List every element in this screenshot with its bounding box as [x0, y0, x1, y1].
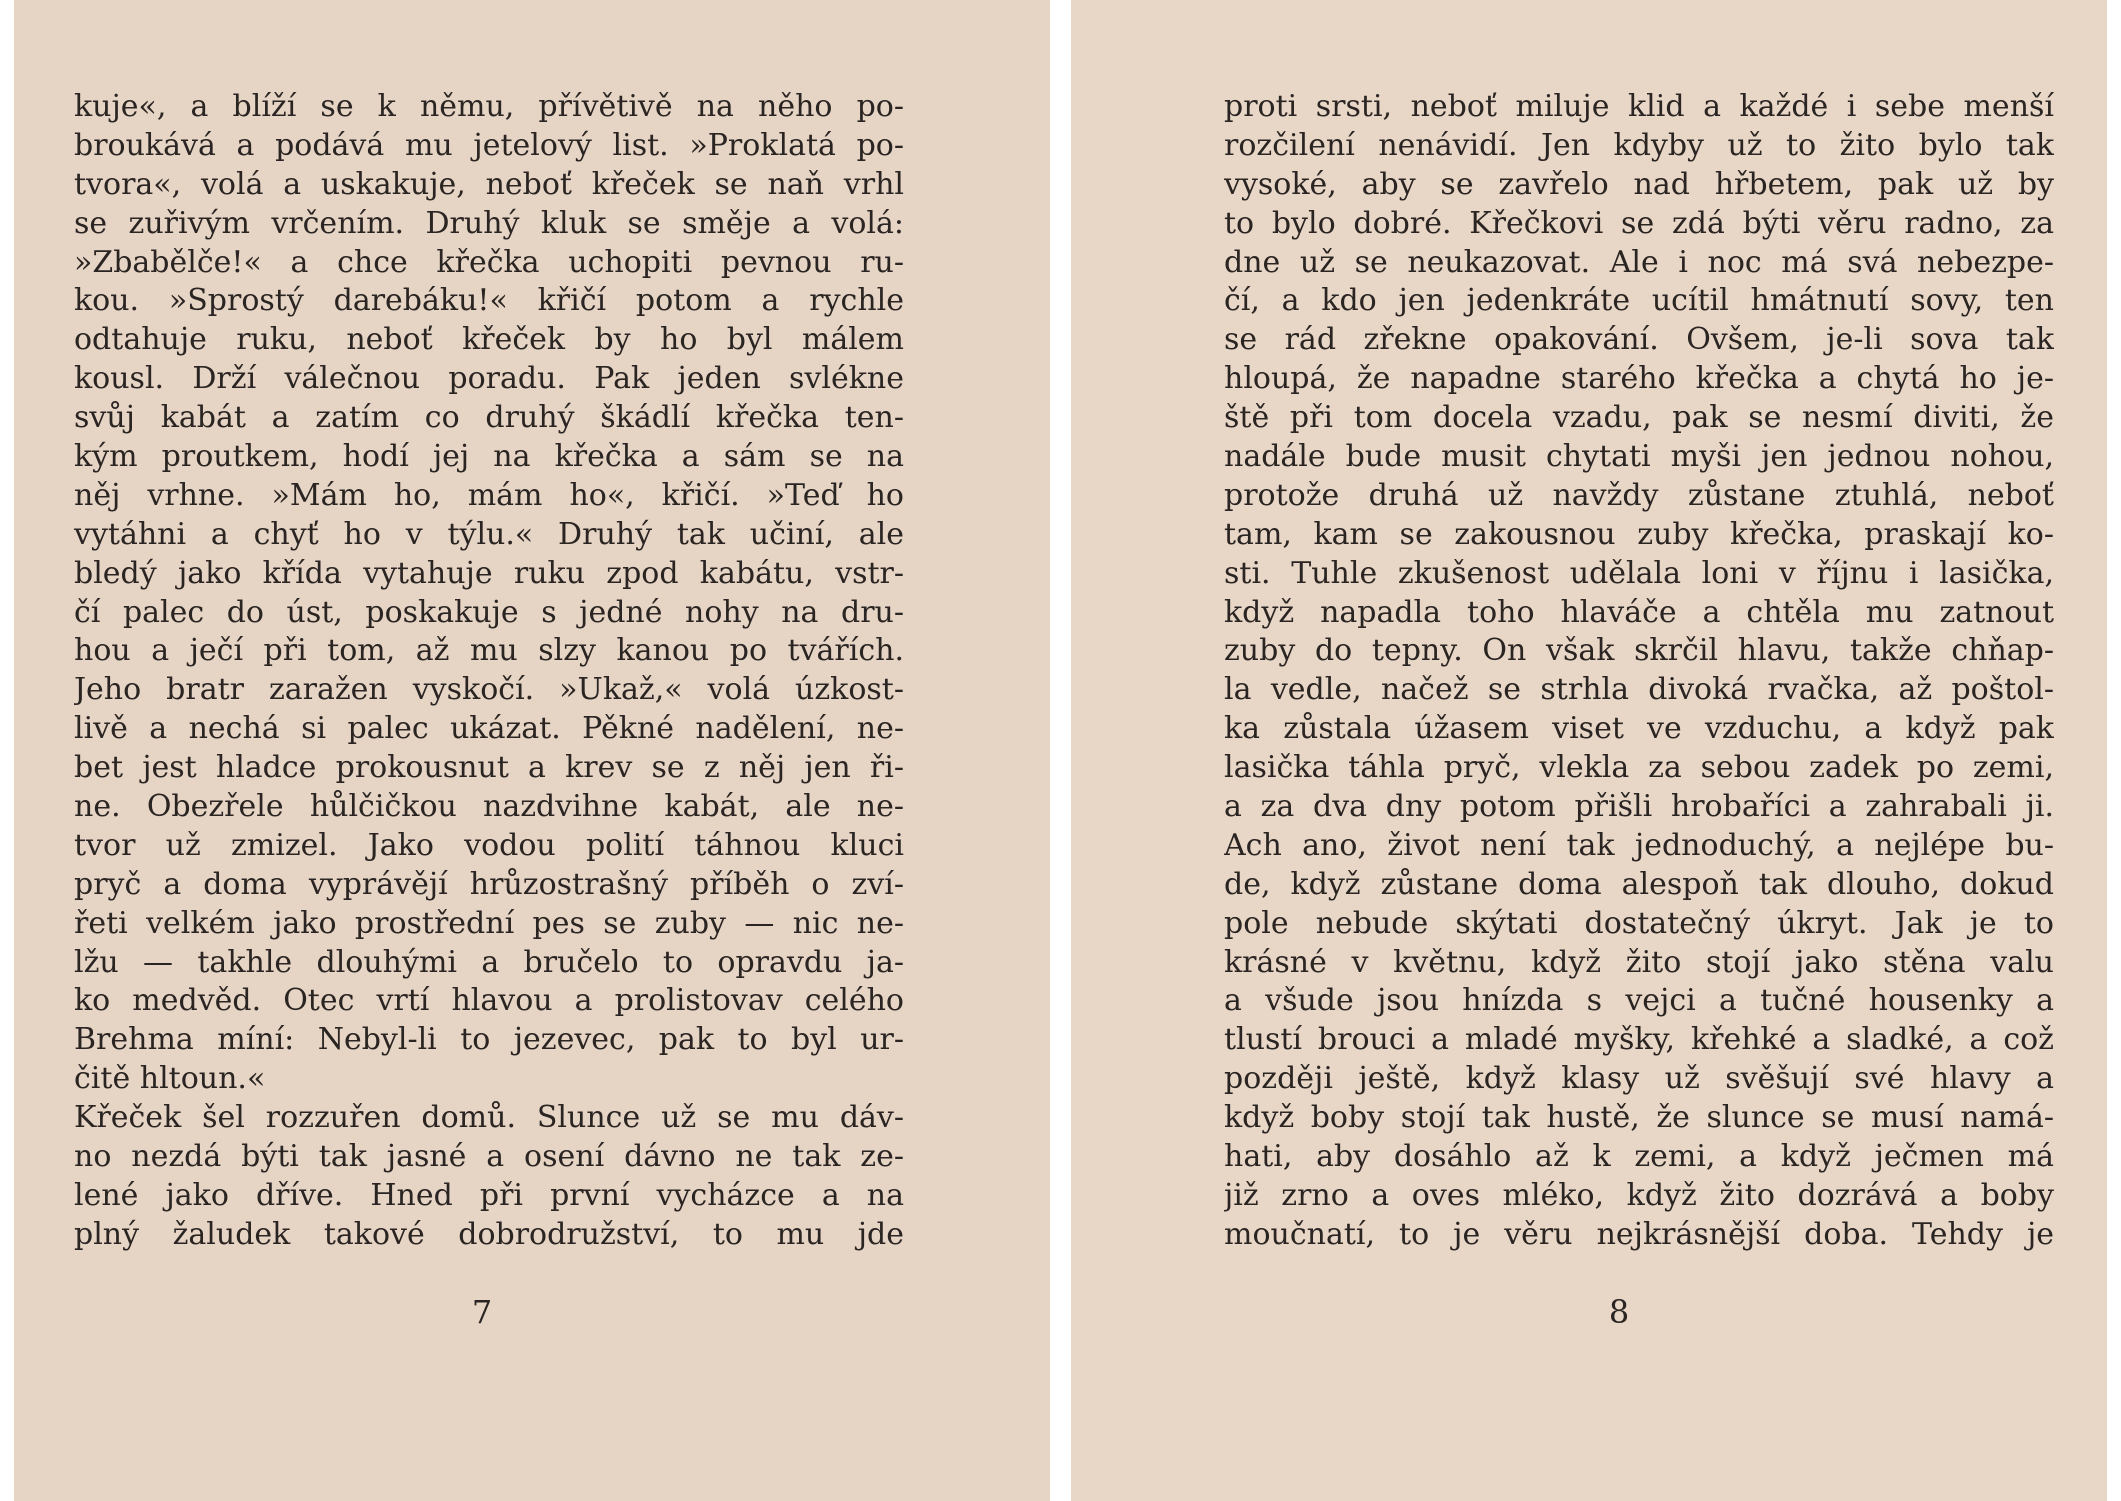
text-line: tlustí brouci a mladé myšky, křehké a sladké, a což — [1224, 1022, 2054, 1058]
text-line: de, když zůstane doma alespoň tak dlouho, dokud — [1224, 866, 2054, 902]
text-line: krásné v květnu, když žito stojí jako stěna valu — [1224, 944, 2054, 980]
text-line: sti. Tuhle zkušenost udělala loni v říjnu i lasička, — [1224, 555, 2054, 591]
text-line: Jeho bratr zaražen vyskočí. »Ukaž,« volá úzkost- — [74, 672, 904, 708]
text-line: tvor už zmizel. Jako vodou polití táhnou kluci — [74, 827, 904, 863]
text-line: proti srsti, neboť miluje klid a každé i sebe menší — [1224, 89, 2054, 124]
text-line: ko medvěd. Otec vrtí hlavou a prolistovav celého — [74, 983, 904, 1019]
text-line: kým proutkem, hodí jej na křečka a sám se na — [74, 439, 904, 475]
text-line: to bylo dobré. Křečkovi se zdá býti věru radno, za — [1224, 205, 2054, 241]
text-line: plný žaludek takové dobrodružství, to mu jde — [74, 1216, 904, 1252]
text-line: nadále bude musit chytati myši jen jednou nohou, — [1224, 439, 2054, 475]
text-line: se rád zřekne opakování. Ovšem, je-li sova tak — [1224, 322, 2054, 358]
text-line: »Zbabělče!« a chce křečka uchopiti pevnou ru- — [74, 244, 904, 280]
text-line: když napadla toho hlaváče a chtěla mu zatnout — [1224, 594, 2054, 630]
left-page-text — [74, 88, 904, 1255]
text-line: bledý jako křída vytahuje ruku zpod kabátu, vstr- — [74, 555, 904, 591]
right-page-text — [1224, 88, 2054, 1255]
text-line: již zrno a oves mléko, když žito dozrává a boby — [1224, 1177, 2054, 1213]
left-page — [14, 0, 1050, 1501]
text-line: hloupá, že napadne starého křečka a chytá ho je- — [1224, 361, 2054, 397]
text-line: čí palec do úst, poskakuje s jedné nohy na dru- — [74, 594, 904, 630]
text-line: kou. »Sprostý darebáku!« křičí potom a rychle — [74, 283, 904, 319]
text-line: kousl. Drží válečnou poradu. Pak jeden svlékne — [74, 361, 904, 397]
text-line: protože druhá už navždy zůstane ztuhlá, neboť — [1224, 477, 2054, 513]
text-line: lžu — takhle dlouhými a bručelo to opravdu ja- — [74, 944, 904, 980]
text-line: bet jest hladce prokousnut a krev se z něj jen ři- — [74, 750, 904, 786]
text-line: la vedle, načež se strhla divoká rvačka, až poštol- — [1224, 672, 2054, 708]
text-line: vysoké, aby se zavřelo nad hřbetem, pak už by — [1224, 166, 2054, 202]
text-line: broukává a podává mu jetelový list. »Proklatá po- — [74, 127, 904, 163]
text-line: ka zůstala úžasem viset ve vzduchu, a když pak — [1224, 711, 2054, 747]
text-line: odtahuje ruku, neboť křeček by ho byl málem — [74, 322, 904, 358]
text-line: něj vrhne. »Mám ho, mám ho«, křičí. »Teď ho — [74, 477, 904, 513]
text-line: tam, kam se zakousnou zuby křečka, praskají ko- — [1224, 516, 2054, 552]
text-line: lasička táhla pryč, vlekla za sebou zadek po zemi, — [1224, 750, 2054, 786]
left-page-number: 7 — [471, 1293, 493, 1331]
text-line: vytáhni a chyť ho v týlu.« Druhý tak učiní, ale — [74, 516, 904, 552]
text-line: hou a ječí při tom, až mu slzy kanou po tvářích. — [74, 633, 904, 669]
text-line: později ještě, když klasy už svěšují své hlavy a — [1224, 1061, 2054, 1097]
text-line: svůj kabát a zatím co druhý škádlí křečka ten- — [74, 400, 904, 436]
text-line: pole nebude skýtati dostatečný úkryt. Jak je to — [1224, 905, 2054, 941]
text-line: ne. Obezřele hůlčičkou nazdvihne kabát, ale ne- — [74, 789, 904, 825]
text-line: no nezdá býti tak jasné a osení dávno ne tak ze- — [74, 1139, 904, 1175]
text-line: a za dva dny potom přišli hrobaříci a zahrabali ji. — [1224, 789, 2054, 825]
text-line: Brehma míní: Nebyl-li to jezevec, pak to byl ur- — [74, 1022, 904, 1058]
text-line: dne už se neukazovat. Ale i noc má svá nebezpe- — [1224, 244, 2054, 280]
text-line: čí, a kdo jen jedenkráte ucítil hmátnutí sovy, ten — [1224, 283, 2054, 319]
text-line: čitě hltoun.« — [74, 1061, 266, 1097]
right-page-number: 8 — [1608, 1293, 1630, 1331]
text-line: lené jako dříve. Hned při první vycházce a na — [74, 1177, 904, 1213]
page-gutter — [1050, 0, 1071, 1501]
text-line: Křeček šel rozzuřen domů. Slunce už se mu dáv- — [74, 1100, 904, 1136]
text-line: hati, aby dosáhlo až k zemi, a když ječmen má — [1224, 1139, 2054, 1175]
text-line: a všude jsou hnízda s vejci a tučné housenky a — [1224, 983, 2054, 1019]
text-line: livě a nechá si palec ukázat. Pěkné nadělení, ne- — [74, 711, 904, 747]
text-line: kuje«, a blíží se k němu, přívětivě na něho po- — [74, 89, 904, 124]
text-line: pryč a doma vyprávějí hrůzostrašný příběh o zví- — [74, 866, 904, 902]
text-line: řeti velkém jako prostřední pes se zuby — nic ne- — [74, 905, 904, 941]
right-page — [1071, 0, 2107, 1501]
text-line: ště při tom docela vzadu, pak se nesmí diviti, že — [1224, 400, 2054, 436]
text-line: se zuřivým vrčením. Druhý kluk se směje a volá: — [74, 205, 904, 241]
text-line: moučnatí, to je věru nejkrásnější doba. Tehdy je — [1224, 1216, 2054, 1252]
text-line: Ach ano, život není tak jednoduchý, a nejlépe bu- — [1224, 827, 2054, 863]
text-line: zuby do tepny. On však skrčil hlavu, takže chňap- — [1224, 633, 2054, 669]
text-line: tvora«, volá a uskakuje, neboť křeček se naň vrhl — [74, 166, 904, 202]
text-line: když boby stojí tak hustě, že slunce se musí namá- — [1224, 1100, 2054, 1136]
text-line: rozčilení nenávidí. Jen kdyby už to žito bylo tak — [1224, 127, 2054, 163]
